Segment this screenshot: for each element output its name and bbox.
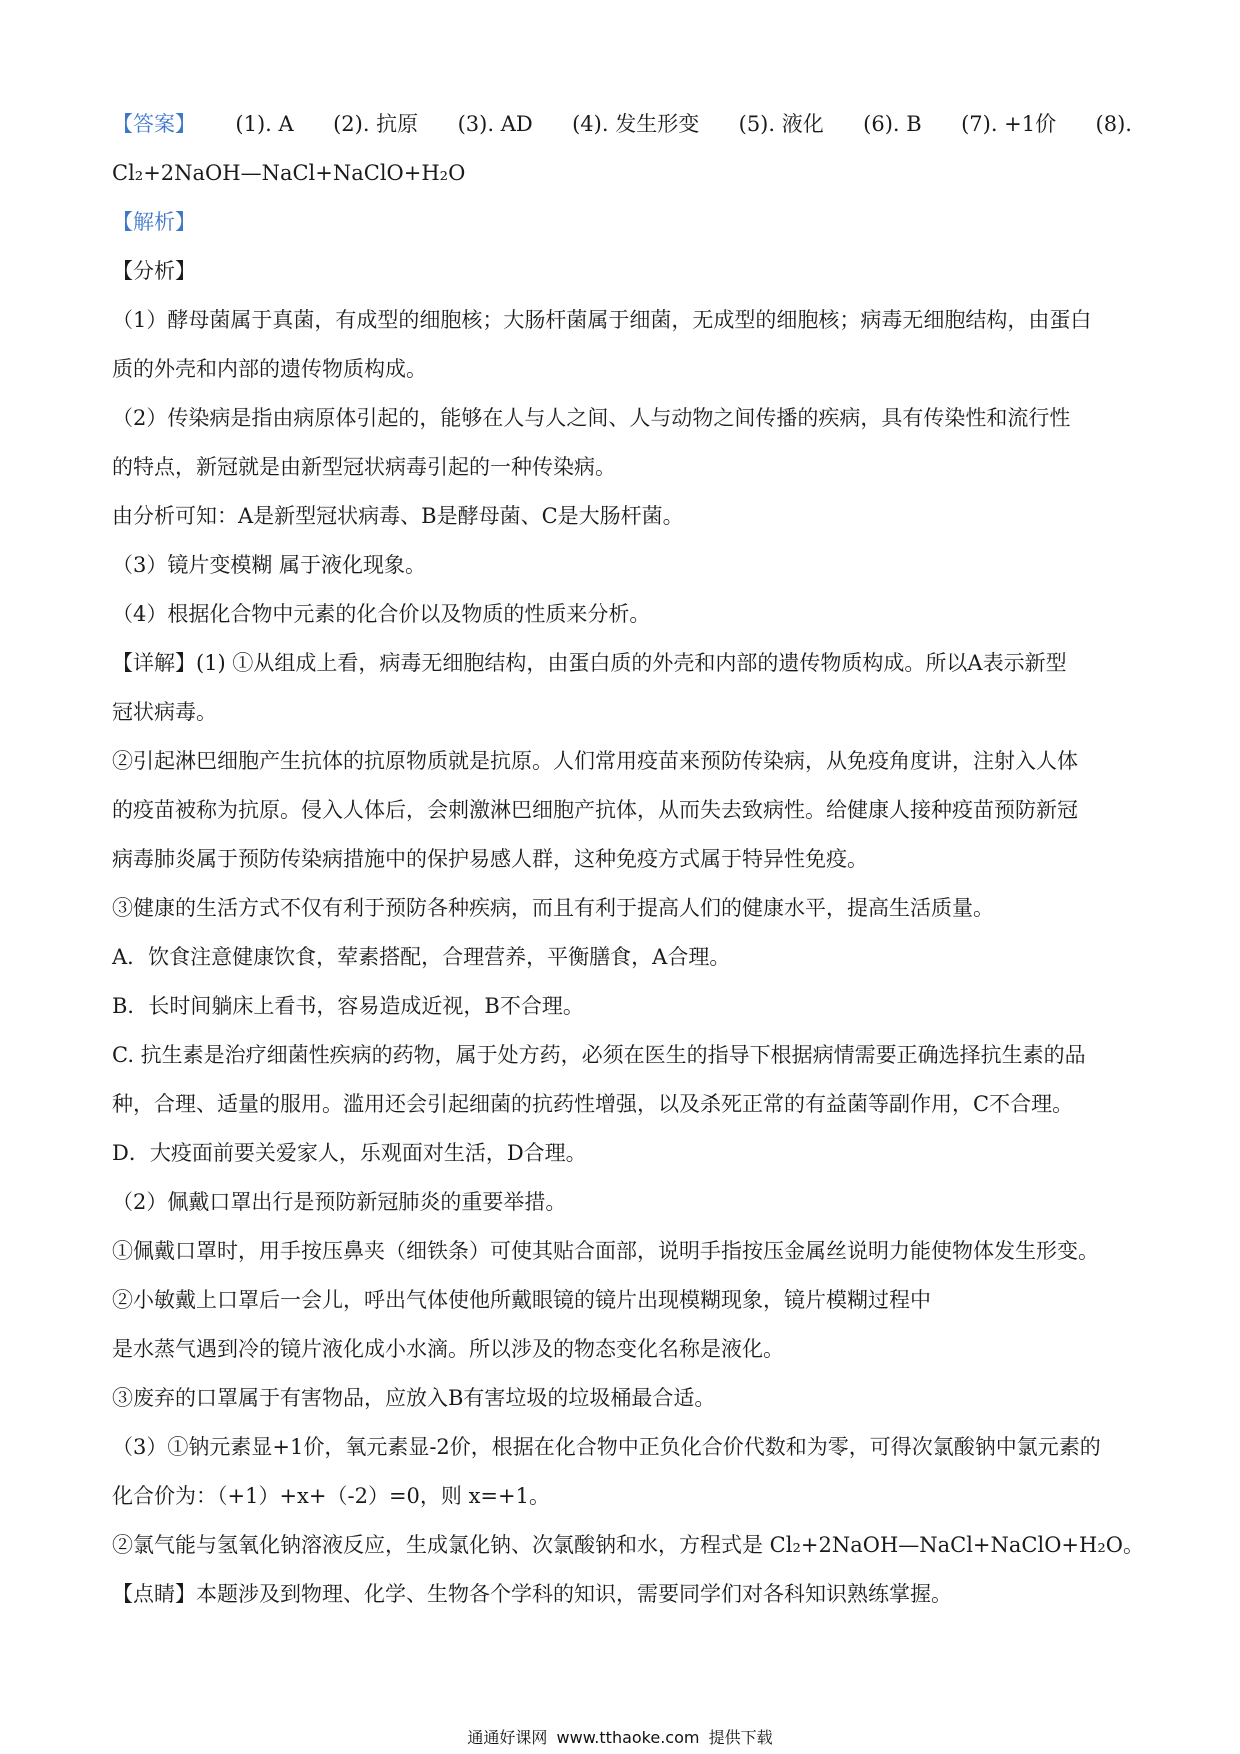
fenxi-line: （1）酵母菌属于真菌，有成型的细胞核；大肠杆菌属于细菌，无成型的细胞核；病毒无细胞结构，由蛋白 — [112, 308, 1092, 332]
fenxi-line: （4）根据化合物中元素的化合价以及物质的性质来分析。 — [112, 602, 651, 626]
answer-equation: Cl₂+2NaOH—NaCl+NaClO+H₂O — [112, 161, 466, 185]
footer-site-name: 通通好课网 — [467, 1728, 548, 1747]
detail-line: A．饮食注意健康饮食，荤素搭配，合理营养，平衡膳食，A合理。 — [112, 945, 731, 969]
fenxi-line: 由分析可知：A是新型冠状病毒、B是酵母菌、C是大肠杆菌。 — [112, 504, 684, 528]
answer-tag: 【答案】 — [112, 112, 196, 136]
detail-line: ③废弃的口罩属于有害物品，应放入B有害垃圾的垃圾桶最合适。 — [112, 1386, 716, 1410]
detail-line: 化合价为：（+1）+x+（-2）=0，则 x=+1。 — [112, 1484, 550, 1508]
footer-url[interactable]: www.tthaoke.com — [556, 1728, 700, 1747]
answer-item-8: (8). — [1095, 112, 1132, 136]
detail-line: ②氯气能与氢氧化钠溶液反应，生成氯化钠、次氯酸钠和水，方程式是 Cl₂+2NaOH—NaCl+NaClO+H₂O。 — [112, 1533, 1144, 1557]
answer-item-6: (6). B — [863, 112, 922, 136]
detail-first-line — [112, 639, 1132, 688]
detail-line: ③健康的生活方式不仅有利于预防各种疾病，而且有利于提高人们的健康水平，提高生活质量。 — [112, 896, 994, 920]
detail-line: ①佩戴口罩时，用手按压鼻夹（细铁条）可使其贴合面部，说明手指按压金属丝说明力能使物体发生形变。 — [112, 1239, 1099, 1263]
detail-line: 是水蒸气遇到冷的镜片液化成小水滴。所以涉及的物态变化名称是液化。 — [112, 1337, 784, 1361]
answer-item-5: (5). 液化 — [738, 112, 824, 136]
comment-line — [112, 1570, 1132, 1619]
answer-item-2: (2). 抗原 — [333, 112, 419, 136]
detail-line: ②小敏戴上口罩后一会儿，呼出气体使他所戴眼镜的镜片出现模糊现象，镜片模糊过程中 — [112, 1288, 931, 1312]
comment-text: 本题涉及到物理、化学、生物各个学科的知识，需要同学们对各科知识熟练掌握。 — [196, 1582, 952, 1606]
comment-tag: 【点睛】 — [112, 1582, 196, 1606]
footer-suffix: 提供下载 — [708, 1728, 773, 1747]
fenxi-tag: 【分析】 — [112, 259, 196, 283]
detail-line: D．大疫面前要关爱家人，乐观面对生活，D合理。 — [112, 1141, 587, 1165]
fenxi-line: 的特点，新冠就是由新型冠状病毒引起的一种传染病。 — [112, 455, 616, 479]
analysis-tag: 【解析】 — [112, 210, 196, 234]
answer-item-1: (1). A — [235, 112, 294, 136]
detail-line: B．长时间躺床上看书，容易造成近视，B不合理。 — [112, 994, 584, 1018]
detail-line: ②引起淋巴细胞产生抗体的抗原物质就是抗原。人们常用疫苗来预防传染病，从免疫角度讲，注射入人体 — [112, 749, 1078, 773]
detail-line: （3）①钠元素显+1价，氧元素显-2价，根据在化合物中正负化合价代数和为零，可得次氯酸钠中氯元素的 — [112, 1435, 1101, 1459]
detail-line: 病毒肺炎属于预防传染病措施中的保护易感人群，这种免疫方式属于特异性免疫。 — [112, 847, 868, 871]
detail-line: 的疫苗被称为抗原。侵入人体后，会刺激淋巴细胞产抗体，从而失去致病性。给健康人接种疫苗预防新冠 — [112, 798, 1078, 822]
fenxi-line: 质的外壳和内部的遗传物质构成。 — [112, 357, 427, 381]
answer-row — [112, 100, 1132, 149]
fenxi-line: （2）传染病是指由病原体引起的，能够在人与人之间、人与动物之间传播的疾病，具有传染性和流行性 — [112, 406, 1071, 430]
answer-item-4: (4). 发生形变 — [572, 112, 700, 136]
detail-line: （2）佩戴口罩出行是预防新冠肺炎的重要举措。 — [112, 1190, 567, 1214]
document-content — [112, 100, 1144, 1619]
page-footer — [0, 1725, 1240, 1748]
detail-line: 种，合理、适量的服用。滥用还会引起细菌的抗药性增强，以及杀死正常的有益菌等副作用，C不合理。 — [112, 1092, 1074, 1116]
answer-item-7: (7). +1价 — [961, 112, 1057, 136]
fenxi-line: （3）镜片变模糊 属于液化现象。 — [112, 553, 427, 577]
detail-tag: 【详解】 — [112, 651, 196, 675]
answer-item-3: (3). AD — [457, 112, 533, 136]
detail-line: 冠状病毒。 — [112, 700, 217, 724]
detail-first-text: (1) ①从组成上看，病毒无细胞结构，由蛋白质的外壳和内部的遗传物质构成。所以A表示新型 — [196, 651, 1067, 675]
detail-line: C. 抗生素是治疗细菌性疾病的药物，属于处方药，必须在医生的指导下根据病情需要正确选择抗生素的品 — [112, 1043, 1086, 1067]
